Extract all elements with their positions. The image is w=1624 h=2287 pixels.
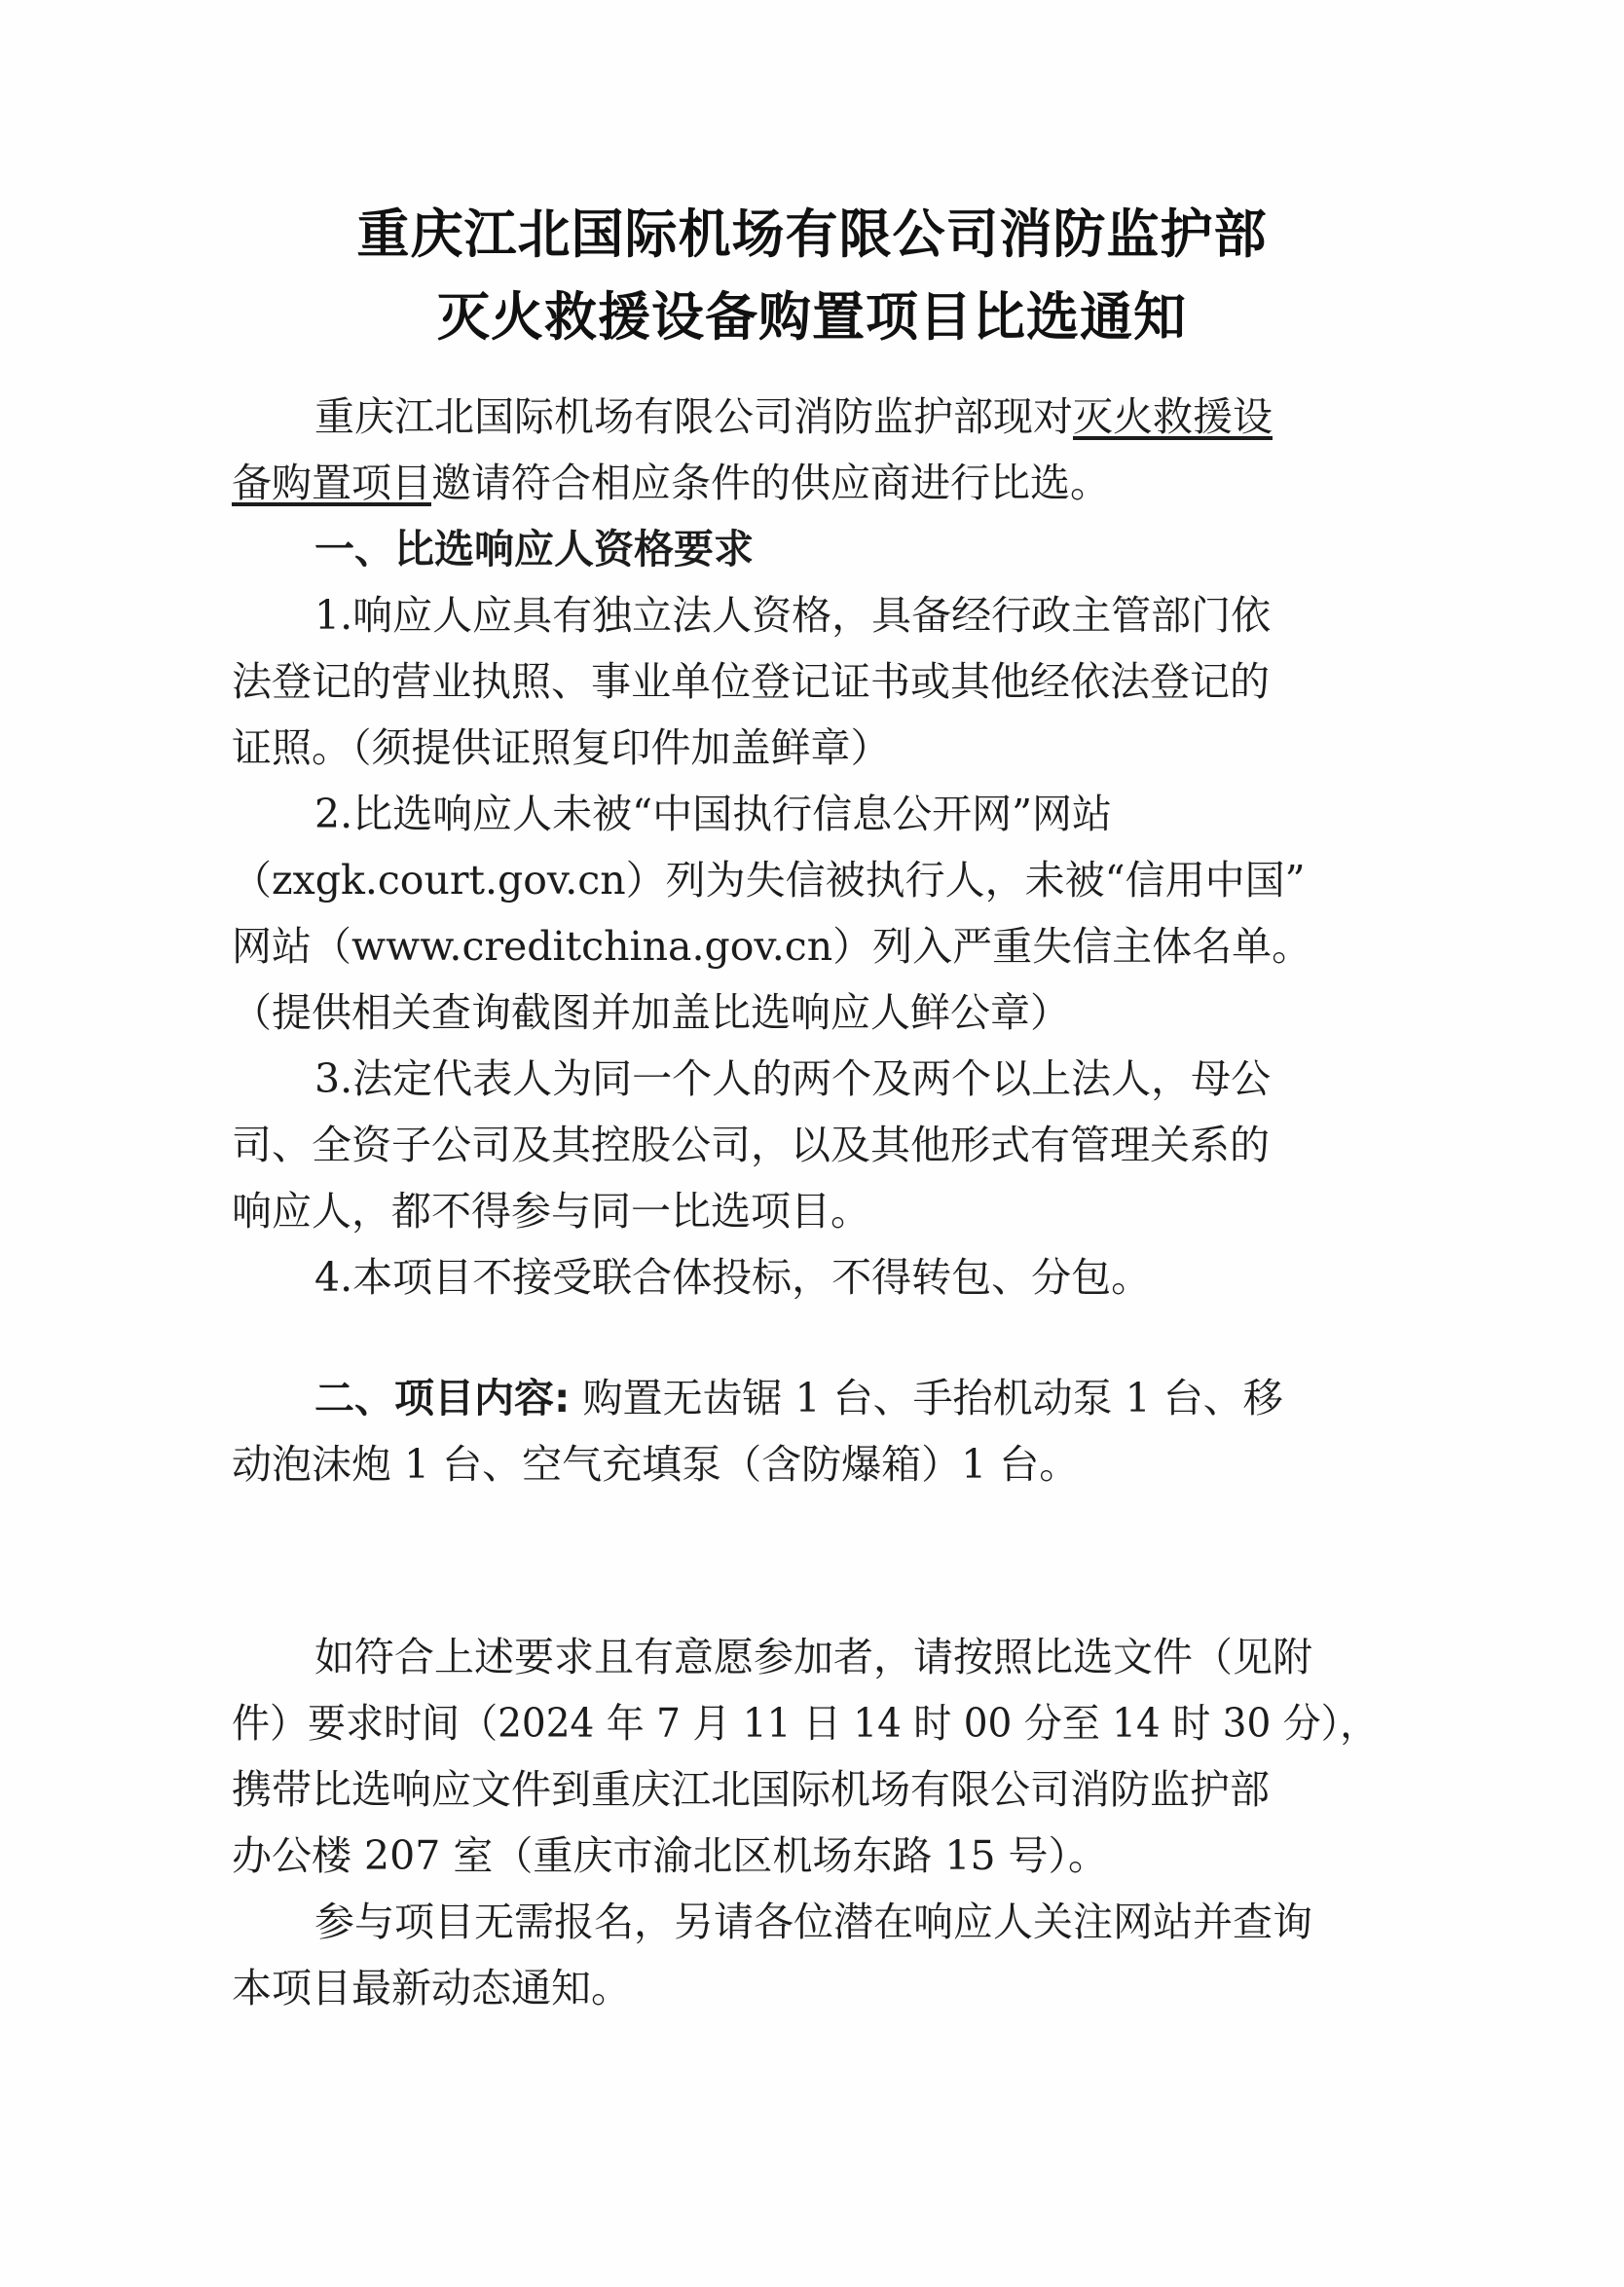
requirement-2-line: （提供相关查询截图并加盖比选响应人鲜公章） xyxy=(232,989,1070,1036)
closing-note-line: 本项目最新动态通知。 xyxy=(232,1965,631,2011)
requirement-4-line: 4.本项目不接受联合体投标，不得转包、分包。 xyxy=(314,1254,1152,1301)
requirement-2-line: （zxgk.court.gov.cn）列为失信被执行人，未被“信用中国” xyxy=(232,857,1306,904)
requirement-1-line: 法登记的营业执照、事业单位登记证书或其他经依法登记的 xyxy=(232,658,1270,705)
document-title-line-2: 灭火救援设备购置项目比选通知 xyxy=(437,286,1187,348)
requirement-3-line: 响应人，都不得参与同一比选项目。 xyxy=(232,1188,870,1235)
requirement-1-line: 1.响应人应具有独立法人资格，具备经行政主管部门依 xyxy=(314,592,1272,639)
closing-note-line: 参与项目无需报名，另请各位潜在响应人关注网站并查询 xyxy=(314,1899,1312,1945)
intro-line-1 xyxy=(314,393,1273,440)
requirement-1-line: 证照。（须提供证照复印件加盖鲜章） xyxy=(232,724,891,771)
closing-line: 携带比选响应文件到重庆江北国际机场有限公司消防监护部 xyxy=(232,1766,1270,1813)
document-title-line-1: 重庆江北国际机场有限公司消防监护部 xyxy=(356,203,1268,265)
project-name-underlined: 灭火救援设 xyxy=(1073,393,1273,440)
requirement-2-line: 网站（www.creditchina.gov.cn）列入严重失信主体名单。 xyxy=(232,923,1312,970)
intro-line-2 xyxy=(232,460,1110,506)
requirement-3-line: 司、全资子公司及其控股公司，以及其他形式有管理关系的 xyxy=(232,1122,1270,1168)
closing-line: 件）要求时间（2024 年 7 月 11 日 14 时 00 分至 14 时 30 分）， xyxy=(232,1700,1379,1747)
project-name-underlined: 备购置项目 xyxy=(232,460,431,506)
section-2-line-2: 动泡沫炮 1 台、空气充填泵（含防爆箱）1 台。 xyxy=(232,1441,1080,1488)
section-2-heading: 二、项目内容: xyxy=(314,1375,571,1421)
closing-line: 办公楼 207 室（重庆市渝北区机场东路 15 号）。 xyxy=(232,1832,1109,1879)
intro-text: 邀请符合相应条件的供应商进行比选。 xyxy=(431,460,1110,506)
requirement-2-line: 2.比选响应人未被“中国执行信息公开网”网站 xyxy=(314,791,1113,837)
section-2-content: 购置无齿锯 1 台、手抬机动泵 1 台、移 xyxy=(582,1375,1283,1421)
section-1-heading: 一、比选响应人资格要求 xyxy=(314,526,754,572)
intro-text: 重庆江北国际机场有限公司消防监护部现对 xyxy=(314,393,1073,440)
requirement-3-line: 3.法定代表人为同一个人的两个及两个以上法人，母公 xyxy=(314,1055,1272,1102)
section-2-line-1 xyxy=(314,1375,1283,1421)
closing-line: 如符合上述要求且有意愿参加者，请按照比选文件（见附 xyxy=(314,1634,1312,1680)
